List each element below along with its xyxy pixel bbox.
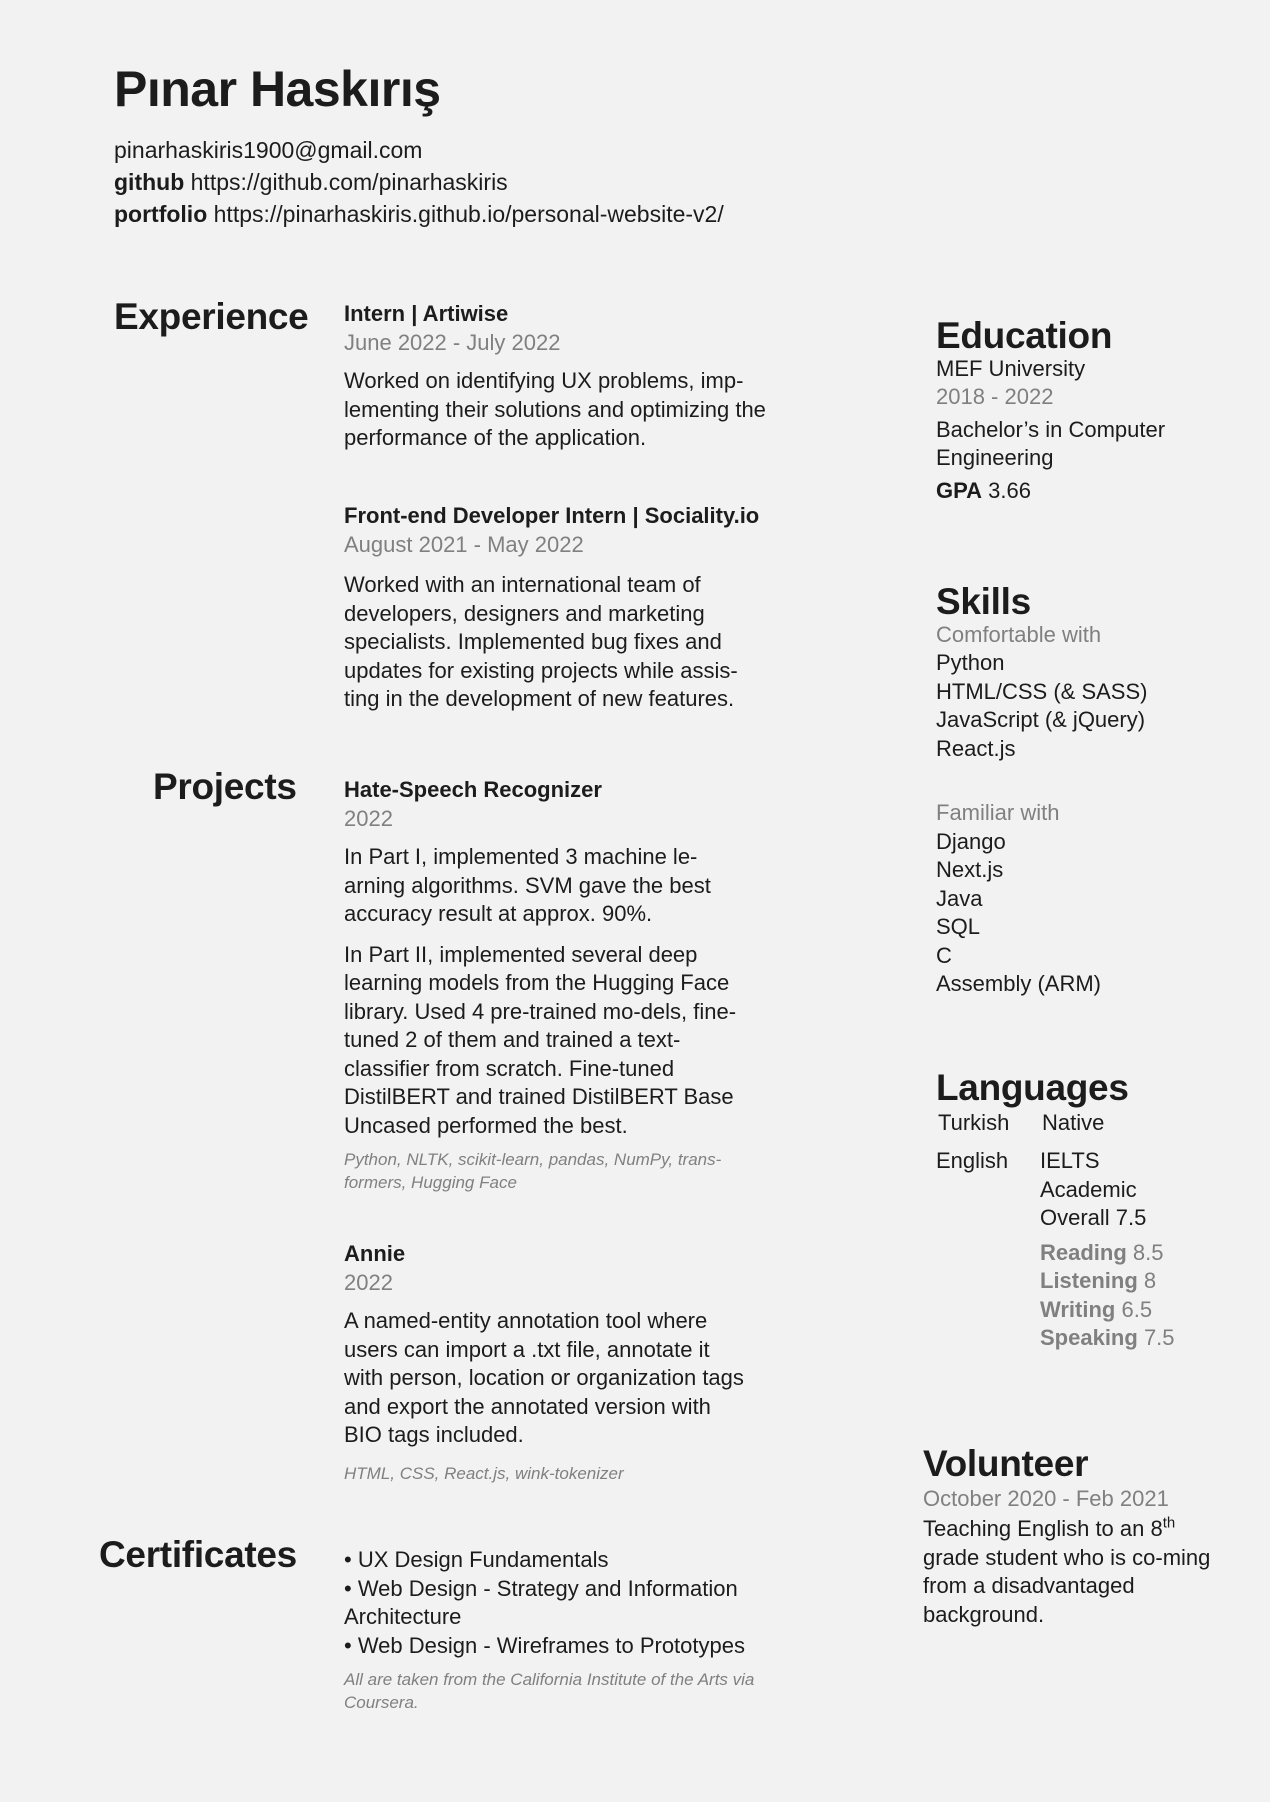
certificate-item: • UX Design Fundamentals [344, 1547, 609, 1572]
language-row [936, 1109, 1236, 1138]
project-name: Hate-Speech Recognizer [344, 777, 602, 802]
portfolio-line [114, 198, 724, 230]
github-url: https://github.com/pinarhaskiris [190, 169, 508, 195]
github-label: github [114, 169, 185, 195]
certificate-item: • Web Design - Strategy and Information Architecture [344, 1575, 738, 1629]
certificates-note: All are taken from the California Institute of the Arts via Coursera. [344, 1670, 755, 1712]
project-year: 2022 [344, 1269, 393, 1295]
skills-familiar-label: Familiar with [936, 800, 1060, 825]
project-paragraph: In Part II, implemented several deep learning models from the Hugging Face library. Used 4 pre-trained mo-dels, fine-tuned 2 of them and trained a text-classifier from scratch. Fine-tuned DistilBERT and trained DistilBERT Base Uncased performed the best. [344, 941, 737, 1138]
language-level: Native [1042, 1109, 1105, 1135]
volunteer-text: grade student who is co-ming from a disadvantaged background. [923, 1544, 1211, 1627]
email: pinarhaskiris1900@gmail.com [114, 137, 423, 163]
volunteer-dates: October 2020 - Feb 2021 [923, 1485, 1169, 1511]
score-value: 8 [1143, 1268, 1157, 1293]
score-label: Speaking [1040, 1325, 1138, 1350]
language-level: IELTS Academic Overall 7.5 [1040, 1148, 1147, 1230]
skills-section [936, 581, 1236, 999]
skill-item: React.js [936, 735, 1016, 761]
resume-name: Pınar Haskırış [114, 61, 441, 117]
project-paragraph: In Part I, implemented 3 machine le-arning algorithms. SVM gave the best accuracy result at approx. 90%. [344, 844, 711, 926]
score-value: 6.5 [1121, 1296, 1153, 1322]
job-description: Worked on identifying UX problems, imp-lementing their solutions and optimizing the performance of the application. [344, 368, 766, 450]
certificates-title: Certificates [99, 1534, 297, 1575]
ielts-score [1040, 1239, 1220, 1268]
volunteer-description [923, 1515, 1213, 1629]
gpa-label: GPA [936, 477, 983, 503]
skill-item: C [936, 942, 952, 968]
gpa [936, 477, 1236, 506]
project-item [344, 776, 774, 1194]
skills-title: Skills [936, 581, 1031, 622]
languages-section [936, 1067, 1236, 1353]
volunteer-title: Volunteer [923, 1443, 1089, 1484]
ielts-score [1040, 1324, 1220, 1353]
score-label: Reading [1040, 1239, 1127, 1265]
github-line [114, 166, 724, 198]
project-tags: Python, NLTK, scikit-learn, pandas, NumPy, trans-formers, Hugging Face [344, 1150, 722, 1192]
languages-title: Languages [936, 1067, 1129, 1108]
ielts-score [1040, 1267, 1220, 1296]
language-name: English [936, 1148, 1009, 1173]
score-label: Writing [1040, 1296, 1116, 1322]
skills-comfortable-label: Comfortable with [936, 621, 1102, 647]
job-description: Worked with an international team of developers, designers and marketing specialists. Implemented bug fixes and updates for existing projects while assis-ting in the development of new features. [344, 572, 738, 711]
skill-item: Java [936, 885, 983, 911]
language-row [936, 1147, 1236, 1353]
project-tags: HTML, CSS, React.js, wink-tokenizer [344, 1463, 624, 1483]
skill-item: SQL [936, 914, 981, 939]
contact-info [114, 134, 724, 230]
certificate-item: • Web Design - Wireframes to Prototypes [344, 1632, 745, 1658]
ielts-score [1040, 1296, 1220, 1325]
project-paragraph: A named-entity annotation tool where users can import a .txt file, annotate it with person, location or organization tags and export the annotated version with BIO tags included. [344, 1308, 744, 1447]
certificates-list [344, 1546, 774, 1714]
gpa-value: 3.66 [988, 477, 1031, 503]
job-role: Intern | Artiwise [344, 301, 509, 326]
experience-item [344, 300, 774, 453]
skill-item: Python [936, 650, 1005, 675]
score-label: Listening [1040, 1268, 1138, 1293]
degree: Bachelor’s in Computer Engineering [936, 416, 1166, 470]
job-dates: June 2022 - July 2022 [344, 329, 561, 355]
education-title: Education [936, 315, 1113, 356]
portfolio-url: https://pinarhaskiris.github.io/personal-website-v2/ [213, 201, 724, 227]
language-details [1040, 1147, 1220, 1353]
skill-item: Django [936, 828, 1006, 854]
skill-item: Assembly (ARM) [936, 971, 1102, 996]
education-years: 2018 - 2022 [936, 384, 1054, 409]
project-name: Annie [344, 1241, 406, 1266]
education-section [936, 315, 1236, 505]
portfolio-label: portfolio [114, 201, 208, 227]
volunteer-section [923, 1443, 1213, 1629]
volunteer-superscript: th [1162, 1514, 1176, 1532]
skill-item: HTML/CSS (& SASS) [936, 678, 1148, 704]
score-value: 8.5 [1132, 1239, 1164, 1265]
school-name: MEF University [936, 355, 1086, 381]
volunteer-text: Teaching English to an 8 [923, 1516, 1163, 1541]
job-role: Front-end Developer Intern | Sociality.io [344, 503, 760, 528]
project-year: 2022 [344, 805, 393, 831]
project-item [344, 1240, 774, 1485]
language-name: Turkish [938, 1109, 1010, 1135]
score-value: 7.5 [1143, 1325, 1175, 1350]
skill-item: JavaScript (& jQuery) [936, 707, 1146, 732]
experience-title: Experience [114, 296, 309, 337]
skill-item: Next.js [936, 857, 1004, 882]
experience-item [344, 502, 774, 714]
job-dates: August 2021 - May 2022 [344, 531, 584, 557]
projects-title: Projects [153, 766, 297, 807]
